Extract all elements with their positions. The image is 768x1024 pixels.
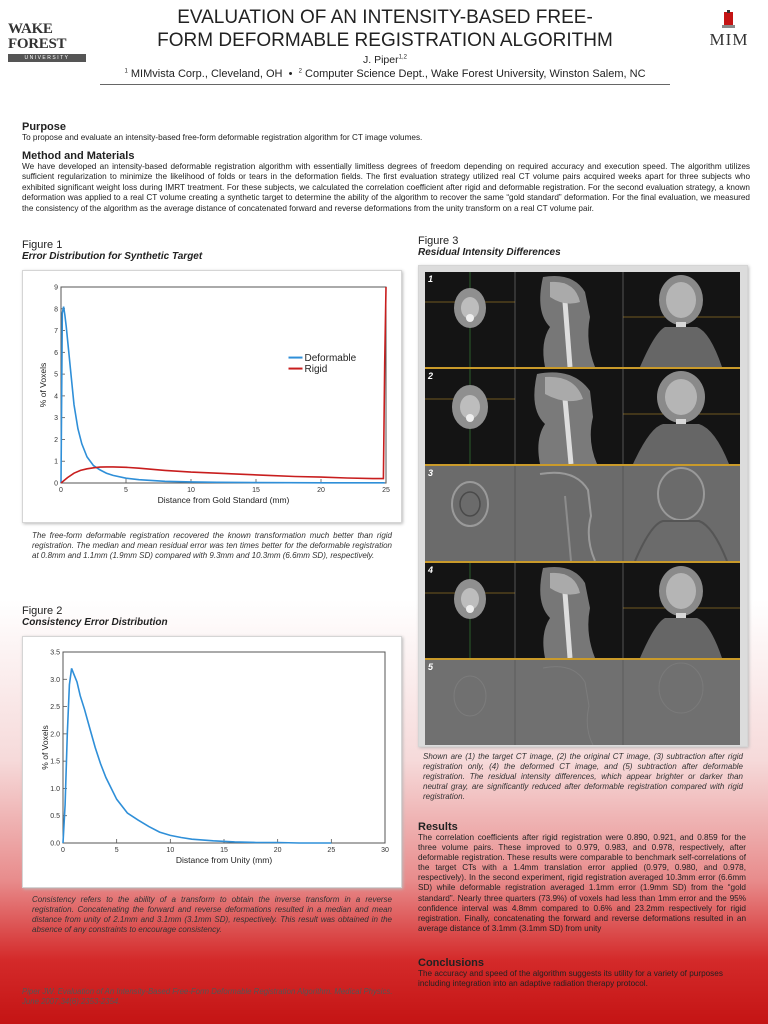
x-axis-label: Distance from Unity (mm)	[175, 855, 273, 865]
figure2-panel	[22, 636, 402, 888]
legend-label-deformable: Deformable	[304, 353, 357, 365]
y-tick-label: 0.5	[50, 813, 60, 821]
title-line-2: FORM DEFORMABLE REGISTRATION ALGORITHM	[157, 30, 613, 51]
affiliation-2-sup: 2	[298, 68, 302, 75]
conclusions-heading: Conclusions	[418, 957, 485, 969]
ct-scan-image	[425, 272, 740, 367]
y-tick-label: 6	[54, 349, 58, 357]
ct-row-4	[425, 563, 740, 660]
x-tick-label: 25	[327, 847, 336, 854]
conclusions-section	[418, 957, 746, 990]
results-text: The correlation coefficients after rigid registration were 0.890, 0.921, and 0.859 for the three volume pairs. These improved to 0.979, 0.983, and 0.978, respectively, after deformable registration. These results were comparable to benchmark self-correlations of the target CTs with a 1.4mm translation error applied (0.979, 0.980, and 0.978, respectively). In the second experiment, rigid registration averaged 10.3mm error (6.6mm SD) while deformable registration averaged 1.1mm error (1.9mm SD) from the “gold standard”. Nearly three quarters (73.9%) of voxels had less than 1mm error and the 95% confidence interval was 4.8mm compared to 0.6% and 23.2mm respectively for rigid registration. Finally, concatenating the forward and reverse deformations resulted in an average distance of 3.1mm (3.1mm SD) from unity	[418, 833, 746, 933]
figure2-chart	[23, 637, 401, 887]
y-tick-label: 0.0	[50, 840, 60, 848]
affiliation-1-sup: 1	[124, 68, 128, 75]
plot-area	[61, 287, 386, 483]
ct-subtraction-image	[425, 660, 740, 745]
y-tick-label: 0	[54, 480, 58, 488]
figure1-chart	[23, 271, 401, 522]
x-axis-label: Distance from Gold Standard (mm)	[157, 495, 290, 505]
figure3-panel	[418, 265, 748, 747]
conclusions-text: The accuracy and speed of the algorithm suggests its utility for a variety of purposes including integration into an adaptive radiation therapy protocol.	[418, 969, 723, 989]
mim-logo	[704, 10, 754, 50]
ct-row-3	[425, 466, 740, 563]
x-tick-label: 0	[59, 487, 63, 494]
wake-forest-logo-sub: UNIVERSITY	[8, 54, 86, 62]
figure2-caption: Consistency refers to the ability of a transform to obtain the inverse transform in a reverse registration. Concatenating the forward and reverse deformations resulted in a median and mean distance from unity of 2.1mm and 3.1mm (3.1mm SD), respectively. This result was obtained in the absence of any constraints to encourage consistency.	[32, 895, 392, 934]
reference: Piper JW. Evaluation of An Intensity-Based Free-Form Deformable Registration Algorithm. Medical Physics. June 2007;34(6):2353-2354.	[22, 987, 393, 1006]
figure3-caption: Shown are (1) the target CT image, (2) the original CT image, (3) subtraction after rigid registration only, (4) the deformed CT image, and (5) subtraction after deformable registration. The residual intensity differences, which appear brighter or darker than neutral gray, are significantly reduced after deformable registration compared with rigid registration.	[423, 752, 743, 801]
ct-scan-image	[425, 369, 740, 464]
y-tick-label: 9	[54, 284, 58, 292]
y-tick-label: 3.0	[50, 676, 60, 684]
legend-label-rigid: Rigid	[304, 364, 328, 376]
y-tick-label: 2	[54, 436, 58, 444]
poster-title	[110, 6, 660, 52]
x-tick-label: 20	[273, 847, 282, 854]
x-tick-label: 5	[124, 487, 128, 494]
figure2-label: Figure 2	[22, 605, 63, 617]
x-tick-label: 15	[220, 847, 228, 854]
results-section	[418, 821, 746, 934]
wake-forest-logo	[8, 22, 86, 62]
methods-section	[22, 150, 750, 214]
x-tick-label: 30	[381, 847, 389, 854]
y-tick-label: 1.5	[50, 758, 60, 766]
figure1-header	[22, 239, 402, 262]
title-line-1: EVALUATION OF AN INTENSITY-BASED FREE-	[177, 7, 593, 28]
y-tick-label: 7	[54, 328, 58, 336]
ct-row-1	[425, 272, 740, 369]
y-tick-label: 8	[54, 306, 58, 314]
figure3-label: Figure 3	[418, 235, 459, 247]
ct-scan-image	[425, 563, 740, 658]
y-tick-label: 4	[54, 393, 58, 401]
results-heading: Results	[418, 821, 458, 833]
ct-image-grid	[425, 272, 740, 757]
affiliation-1: MIMvista Corp., Cleveland, OH	[130, 68, 283, 80]
ct-row-label: 4	[428, 565, 434, 575]
y-tick-label: 2.0	[50, 731, 60, 739]
figure2-header	[22, 605, 402, 628]
purpose-section	[22, 121, 750, 143]
author-line	[110, 54, 660, 66]
ct-row-label: 3	[428, 468, 434, 478]
figure1-panel	[22, 270, 402, 523]
plot-area	[63, 652, 385, 843]
figure3-header	[418, 235, 748, 258]
figure1-caption: The free-form deformable registration recovered the known transformation much better than rigid registration. The median and mean residual error was ten times better for the deformable registration at 0.8mm and 1.1mm (1.9mm SD) compared with 9.3mm and 10.3mm (6.6mm SD), respectively.	[32, 531, 392, 560]
methods-text: We have developed an intensity-based deformable registration algorithm with essentially limitless degrees of freedom depending on required accuracy and execution speed. The algorithm utilizes sufficient regularization to minimize the likelihood of folds or tears in the deformation fields. The first evaluation strategy utilized real CT volume pairs acquired weeks apart for three subjects who exhibited significant weight loss during IMRT treatment. For these subjects, we calculated the correlation coefficient after rigid and deformable registration. For the second evaluation strategy, a known deformation was applied to a real CT volume creating a synthetic target to determine the ability of the algorithm to recover the same “gold standard” deformation. For the final evaluation, we measured the consistency of the algorithm as the average distance of concatenated forward and reverse deformations from the unity transform on a real CT volume pair.	[22, 162, 750, 213]
purpose-heading: Purpose	[22, 121, 67, 133]
figure3-subtitle: Residual Intensity Differences	[418, 247, 561, 258]
x-tick-label: 20	[317, 487, 325, 494]
x-tick-label: 5	[114, 847, 119, 854]
figure2-subtitle: Consistency Error Distribution	[22, 617, 168, 628]
ct-row-5	[425, 660, 740, 745]
x-tick-label: 10	[187, 487, 195, 494]
x-tick-label: 25	[382, 487, 390, 494]
ct-row-label: 5	[428, 662, 434, 672]
affiliation-separator: •	[288, 68, 293, 80]
y-tick-label: 3	[54, 415, 58, 423]
wake-forest-logo-name: WAKE FOREST	[8, 21, 67, 52]
ct-row-2	[425, 369, 740, 466]
x-tick-label: 15	[252, 487, 260, 494]
figure1-subtitle: Error Distribution for Synthetic Target	[22, 251, 203, 262]
y-tick-label: 3.5	[50, 649, 60, 657]
x-tick-label: 10	[166, 847, 175, 854]
author-superscript: 1,2	[398, 54, 407, 61]
y-axis-label: % of Voxels	[40, 725, 50, 770]
methods-heading: Method and Materials	[22, 150, 135, 162]
ct-row-label: 1	[428, 274, 434, 284]
y-tick-label: 5	[54, 371, 58, 379]
figure1-label: Figure 1	[22, 239, 63, 251]
ct-row-label: 2	[428, 371, 434, 381]
x-tick-label: 0	[61, 847, 65, 854]
y-tick-label: 1	[54, 458, 58, 466]
affiliations	[80, 68, 690, 80]
mim-logo-text: MIM	[709, 30, 749, 49]
y-tick-label: 2.5	[50, 704, 60, 712]
author-name: J. Piper	[363, 54, 399, 66]
y-axis-label: % of Voxels	[38, 362, 48, 408]
y-tick-label: 1.0	[50, 785, 60, 793]
ct-subtraction-image	[425, 466, 740, 561]
affiliation-2: Computer Science Dept., Wake Forest University, Winston Salem, NC	[305, 68, 646, 80]
header-divider	[100, 84, 670, 85]
purpose-text: To propose and evaluate an intensity-based free-form deformable registration algorithm for CT image volumes.	[22, 133, 423, 142]
mim-logo-icon	[720, 10, 738, 30]
